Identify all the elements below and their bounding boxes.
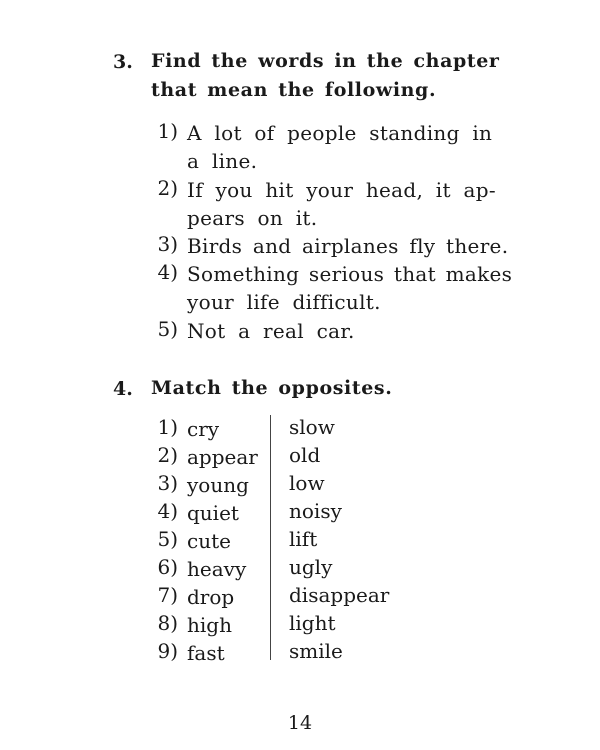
item-text: Birds and airplanes fly there. [187,234,509,258]
exercise-title-line-2: that mean the following. [151,79,437,101]
left-word: fast [187,641,225,665]
right-word: old [289,443,321,467]
item-number: 3) [157,471,178,495]
item-number: 5) [157,527,178,551]
page-number: 14 [287,712,313,734]
column-divider [270,415,271,660]
item-text: Something serious that makes [187,262,513,286]
item-number: 3) [157,232,178,256]
left-word: high [187,613,232,637]
item-number: 8) [157,611,178,635]
exercise-number: 3. [113,51,133,73]
item-number: 4) [157,499,178,523]
right-word: lift [289,527,318,551]
exercise-title: Match the opposites. [151,377,393,399]
exercise-number: 4. [113,378,133,400]
item-number: 7) [157,583,178,607]
item-text: A lot of people standing in [187,121,493,145]
item-text-continued: pears on it. [187,206,318,230]
item-text-continued: your life difficult. [187,290,381,314]
right-word: slow [289,415,335,439]
left-word: cry [187,417,220,441]
item-number: 2) [157,443,178,467]
item-number: 4) [157,260,178,284]
right-word: low [289,471,325,495]
left-word: appear [187,445,258,469]
item-number: 2) [157,176,178,200]
right-word: ugly [289,555,333,579]
right-word: light [289,611,336,635]
item-number: 6) [157,555,178,579]
item-text: Not a real car. [187,319,355,343]
item-number: 9) [157,639,178,663]
exercise-title-line-1: Find the words in the chapter [151,50,500,72]
item-text-continued: a line. [187,149,258,173]
item-number: 1) [157,415,178,439]
left-word: young [187,473,249,497]
right-word: noisy [289,499,342,523]
left-word: drop [187,585,235,609]
item-number: 1) [157,119,178,143]
left-word: quiet [187,501,239,525]
item-text: If you hit your head, it ap- [187,178,496,202]
item-number: 5) [157,317,178,341]
left-word: heavy [187,557,247,581]
right-word: disappear [289,583,390,607]
right-word: smile [289,639,343,663]
left-word: cute [187,529,231,553]
